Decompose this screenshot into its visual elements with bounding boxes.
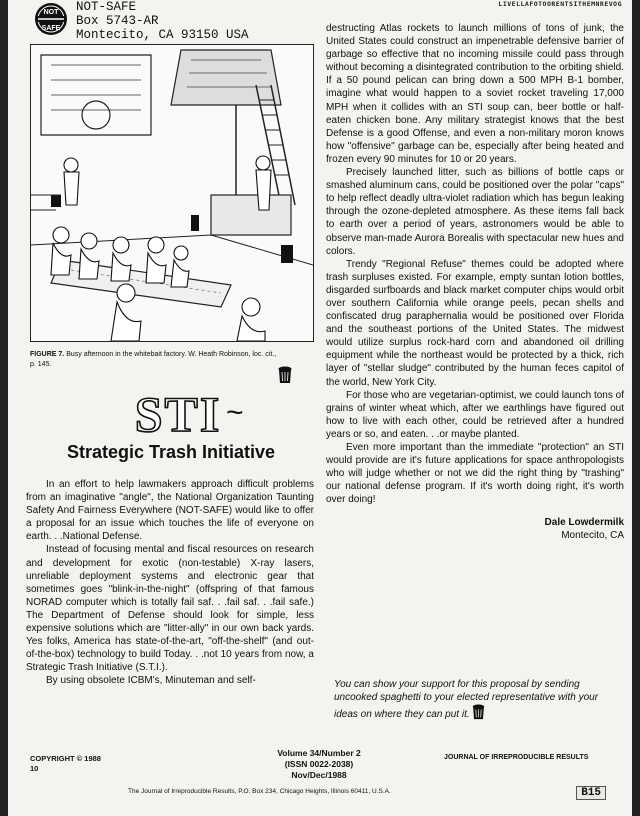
journal-address: The Journal of Irreproducible Results, P.O. Box 234, Chicago Heights, Illinois 60411, U.S.A. [128,788,391,795]
issue-date: Nov/Dec/1988 [291,770,347,780]
journal-name: JOURNAL OF IRREPRODUCIBLE RESULTS [444,754,589,761]
page-number: 10 [30,764,39,773]
footer-left [30,754,101,774]
article-paragraph: For those who are vegetarian-optimist, we could launch tons of grains of winter wheat which, after we earthlings have figured out how to live with each other, could be retrieved after a hundred years or so, and eaten. . .or maybe planted. [326,389,624,440]
not-safe-logo [34,2,68,36]
address-line: NOT-SAFE [76,0,137,14]
right-column [326,22,624,542]
volume-number: Volume 34/Number 2 [277,748,361,758]
sti-logo: STI [134,386,222,442]
top-code: LIVELLAFOTOORENTSITHEMNREVOG [498,0,622,8]
trash-can-icon [278,366,292,384]
caption-text: Busy afternoon in the whitebait factory. W. Heath Robinson, loc. cit., p. 145. [30,351,277,368]
sti-tilde: ~ [226,396,244,429]
issn: (ISSN 0022-2038) [284,759,354,769]
scan-edge-left [0,0,8,816]
logo-text-top: NOT [43,9,59,16]
address-line: Montecito, CA 93150 USA [76,28,249,42]
sender-header [30,0,330,44]
return-address [76,0,249,42]
logo-text-bottom: SAFE [41,25,61,32]
closing-note [334,678,624,721]
article-paragraph: Instead of focusing mental and fiscal resources on research and development for exotic (non-testable) X-ray lasers, unreliable deployment systems and electronic gear that sometimes goes "blink-in-the-night" (offspring of that famous NORAD computer which is totally fail saf. . .fail saf. . .fail safe.) The Department of Defense should look for simple, less expensive solutions which are "litter-ally" in our own back yards. Yes folks, America has state-of-the-art, "off-the-shelf" (and out-of-the-box) technology to build Today. . .not 10 years from now, a Strategic Trash Initiative (S.T.I.). [26,544,314,674]
footer-issue [244,748,394,781]
trash-can-icon [472,704,485,720]
article-paragraph: Even more important than the immediate "protection" an STI would provide are it's future applications for space anthropologists who will judge whether or not we did the right thing by "trashing" our national defense program. If it's worth doing right, it's worth over doing! [326,442,624,506]
closing-text: You can show your support for this proposal by sending uncooked spaghetti to your elected representative with your ideas on where they can put it. [334,679,599,720]
article-paragraph: destructing Atlas rockets to launch millions of tons of junk, the United States could construct an impenetrable defensive barrier of garbage so effective that no incoming missile could pass through without becoming a disintegrated contribution to the orbiting shield. If a 50 pound pelican can bring down a 500 MPH B-1 bomber, imagine what would happen to a soviet rocket traveling 17,000 MPH when it collides with an STI soup can, beer bottle or half-eaten chicken bone. Any military strategist knows that the best Defense is a good Offense, and even a non-military moron knows how "offensive" garbage can be, especially after being heated and frozen every 90 minutes for 10 or 20 years. [326,23,624,165]
article-paragraph: Precisely launched litter, such as billions of bottle caps or smashed aluminum cans, could be positioned over the polar "caps" to help reflect deadly ultra-violet radiation which has begun leaking through the ozone-depleted atmosphere. As these items fall back to earth over a period of years, astronomers would be able to observe man-made Aurora Borealis with spectacular new hues and colors. [326,167,624,257]
article-paragraph: By using obsolete ICBM's, Minuteman and self- [46,675,256,687]
address-line: Box 5743-AR [76,14,159,28]
copyright: COPYRIGHT © 1988 [30,754,101,763]
author-location: Montecito, CA [561,530,624,542]
article-title: Strategic Trash Initiative [66,442,276,462]
left-column [26,478,314,688]
article-paragraph: In an effort to help lawmakers approach difficult problems from an imaginative "angle", the National Organization Taunting Safety And Fairness Everywhere (NOT-SAFE) would like to offer a proposal for an issue which touches the life of everyone on earth. . .National Defense. [26,479,314,543]
factory-drawing [31,45,313,341]
caption-label: FIGURE 7. [30,351,65,358]
document-page [8,0,632,816]
author-name: Dale Lowdermilk [544,517,624,529]
figure-illustration [30,44,314,342]
article-paragraph: Trendy "Regional Refuse" themes could be adopted where trash surpluses existed. For example, empty suntan lotion bottles, disgarded surfboards and black market computer chips would orbit over southern California while orange peels, pecan shells and confiscated drug paraphernalia would be positioned over Florida and the southeast portions of the United States. The midwest would utilize surplus rock-hard corn and abandoned oil drilling equipment while the northeast would be protected by a thick, rich layer of "stellar sludge" contributed by the human feces capitol of the world, New York City. [326,258,624,388]
page-stamp: B15 [576,786,606,800]
figure-caption [30,350,280,370]
scan-edge-right [632,0,640,816]
